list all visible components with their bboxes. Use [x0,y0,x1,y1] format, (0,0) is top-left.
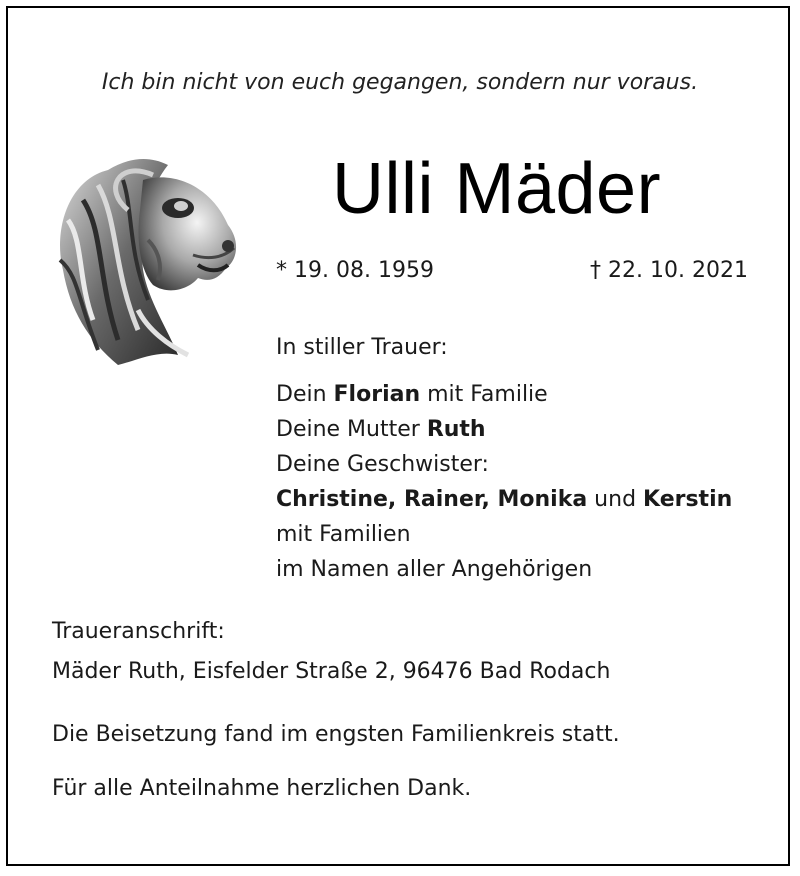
mourner-line-families: mit Familien [276,522,411,547]
mourner-line-florian: Dein Florian mit Familie [276,382,548,407]
life-dates [276,258,748,290]
address-label: Traueranschrift: [52,619,225,644]
address-block [52,612,610,692]
burial-note: Die Beisetzung fand im engsten Familienkreis statt. [52,722,620,747]
birth-date: * 19. 08. 1959 [276,258,434,283]
lion-head-image [48,150,246,372]
address-text: Mäder Ruth, Eisfelder Straße 2, 96476 Bad Rodach [52,659,611,684]
death-date: † 22. 10. 2021 [590,258,748,283]
mourner-line-ruth: Deine Mutter Ruth [276,417,486,442]
motto-quote: Ich bin nicht von euch gegangen, sondern nur voraus. [101,70,699,95]
mourner-line-relatives: im Namen aller Angehörigen [276,557,593,582]
thanks-note: Für alle Anteilnahme herzlichen Dank. [52,776,472,801]
mourner-line-siblings-label: Deine Geschwister: [276,452,489,477]
deceased-name: Ulli Mäder [332,149,662,229]
mourner-line-siblings: Christine, Rainer, Monika und Kerstin [276,487,733,512]
mourners-block [276,330,732,587]
mourning-intro: In stiller Trauer: [276,335,448,360]
